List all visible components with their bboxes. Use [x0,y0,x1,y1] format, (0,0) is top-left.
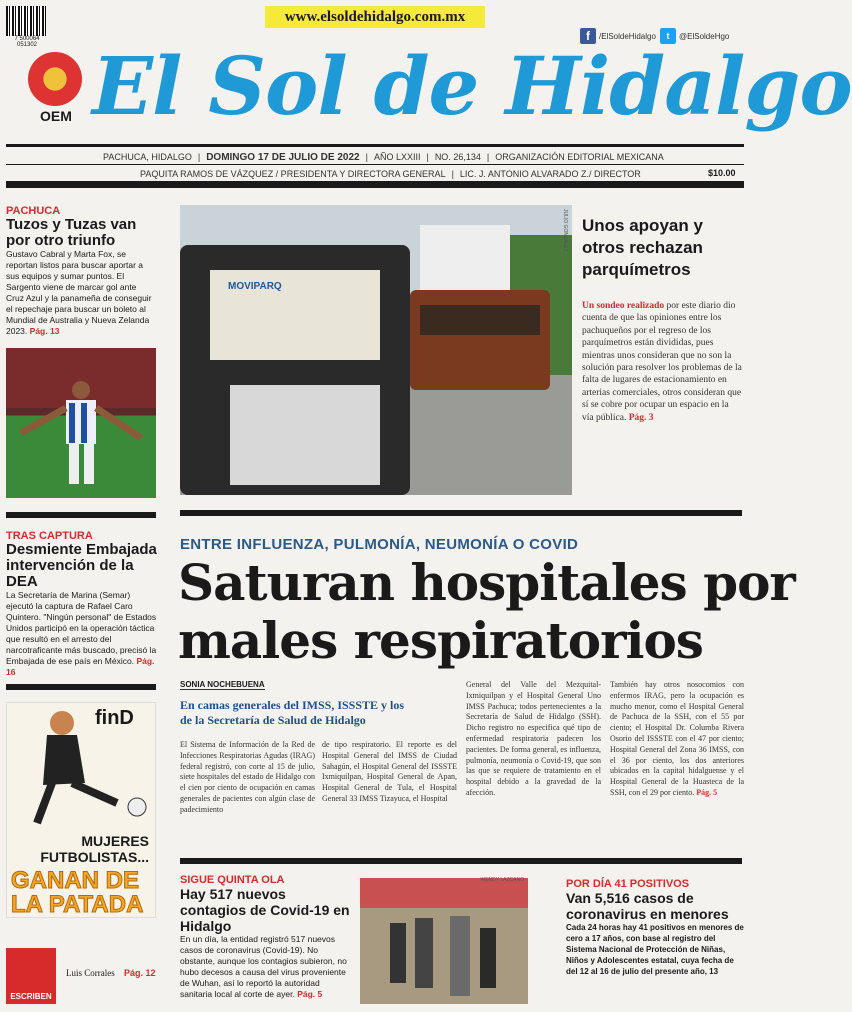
left-divider-2 [6,684,156,690]
header-rule [6,144,744,147]
meter-brand: MOVIPARQ [228,281,282,292]
promo-line1: MUJERES [81,833,149,849]
story-title: Tuzos y Tuzas van por otro triunfo [6,216,137,249]
staff: PAQUITA RAMOS DE VÁZQUEZ / PRESIDENTA Y DIRECTORA GENERAL [140,169,446,179]
story-kicker: PACHUCA [6,205,61,217]
issue-year: AÑO LXXIII [373,152,421,162]
street-photo [360,878,528,1004]
escriben-page: Pág. 12 [124,968,156,978]
parquimetros-title[interactable]: Unos apoyan y otros rechazan parquímetros [582,216,703,279]
main-headline-line2[interactable]: males respiratorios [178,611,703,670]
staff-line: PAQUITA RAMOS DE VÁZQUEZ / PRESIDENTA Y DIRECTORA GENERAL | LIC. J. ANTONIO ALVARADO Z./ DIRECTOR [140,169,641,179]
story-tuzos[interactable] [6,205,156,337]
parquimetros-body: Un sondeo realizado por este diario dio cuenta de que las opiniones entre los pachuqueños por el regreso de los parquímetros están divididas, pues mientras unos consideran que no son la solución para resolver los problemas de la falta de lugares de estacionamiento en arterias comerciales, otros consideran que sí se cobre por ocupar un espacio en la vía pública. Pág. 3 [582,301,742,423]
facebook-handle: /ElSoldeHidalgo [599,31,656,41]
story-kicker: SIGUE QUINTA OLA [180,874,285,886]
twitter-icon: t [660,28,676,44]
main-col1b: de tipo respiratorio. El reporte es del Hospital General del IMSS de Ciudad Sahagún, el Hospital General del ISSSTE Ixmiquilpan, Hospital General de Apan, Hospital General de Tula, el Hospital General 33 IMSS Tizayuca, el Hospital [322,740,457,803]
main-bottom-rule [180,858,742,864]
story-title: Van 5,516 casos de coronavirus en menores [566,890,729,922]
director: LIC. J. ANTONIO ALVARADO Z./ DIRECTOR [459,169,641,179]
story-body: En un día, la entidad registró 517 nuevos casos de coronavirus (Covid-19). No obstante, aunque los contagios subieron, no hubo decesos a causa del virus proveniente de Wuhan, así lo reportó la autoridad sanitaria local al corte de ayer. Pág. 5 [180,934,347,999]
story-body: Cada 24 horas hay 41 positivos en menores de cero a 17 años, con base al registro del Sistema Nacional de Protección de Niñas, Niños y Adolescentes estatal, cuya fecha de del 12 al 16 de julio del presente año, 13 [566,923,744,976]
issue-number: NO. 26,134 [434,152,481,162]
location: PACHUCA, HIDALGO [103,152,192,162]
story-kicker: TRAS CAPTURA [6,530,93,542]
parquimetro-photo [180,205,572,495]
header-thick-rule [6,181,744,188]
main-top-rule [180,510,742,516]
soccer-photo [6,348,156,498]
photo-credit: WENDY LAZCANO [480,877,524,883]
main-deck: En camas generales del IMSS, ISSSTE y los de la Secretaría de Salud de Hidalgo [180,698,405,727]
facebook-icon: f [580,28,596,44]
promo-find[interactable] [6,702,156,918]
issue-date: DOMINGO 17 DE JULIO DE 2022 [206,152,360,163]
story-title: Desmiente Embajada intervención de la DEA [6,541,157,590]
main-headline-line1[interactable]: Saturan hospitales por [178,553,795,612]
photo-credit: JULIO GONZÁLEZ [562,209,568,252]
byline: SONIA NOCHEBUENA [180,680,265,689]
story-dea[interactable] [6,530,158,678]
main-col1a: El Sistema de Información de la Red de Infecciones Respiratorias Agudas (IRAG) federal registró, con corte al 15 de julio, siete hospitales del estado de Hidalgo con el cien por ciento de ocupación en camas generales de pacientes con algún clase de padecimiento [180,740,315,814]
story-covid-hidalgo[interactable] [180,874,352,1000]
story-body: La Secretaría de Marina (Semar) ejecutó la captura de Rafael Caro Quintero. "Ningún personal" de Estados Unidos participó en la operación táctica que resultó en el arresto del narcotraficante más buscado, precisó la Embajada de ese país en México. Pág. 16 [6,590,157,677]
story-title: Hay 517 nuevos contagios de Covid-19 en Hidalgo [180,886,350,934]
story-body: Gustavo Cabral y Marta Fox, se reportan listos para buscar aportar a sus equipos y sumar puntos. El Sargento viene de marcar gol ante Cruz Azul y la panameña de conseguir el repechaje para buscar un boleto al Mundial de Australia y Nueva Zelanda 2023. Pág. 13 [6,249,152,336]
left-divider-1 [6,512,156,518]
escriben-label: ESCRIBEN [10,992,52,1001]
website-url[interactable]: www.elsoldehidalgo.com.mx [265,6,485,28]
escriben-badge [6,948,56,1004]
promo-line3: GANAN DE [11,867,140,894]
promo-logo: finD [95,707,134,729]
soccer-player-illustration [7,703,157,843]
price: $10.00 [708,168,736,178]
promo-line2: FUTBOLISTAS... [40,849,149,865]
twitter-handle: @ElSoldeHgo [679,31,730,41]
sun-logo-icon [28,52,82,106]
organization: ORGANIZACIÓN EDITORIAL MEXICANA [495,152,664,162]
escriben-author[interactable]: Luis Corrales [66,968,115,978]
info-line: PACHUCA, HIDALGO | DOMINGO 17 DE JULIO DE 2022 | AÑO LXXIII | NO. 26,134 | ORGANIZACIÓN EDITORIAL MEXICANA [103,152,664,163]
promo-line4: LA PATADA [11,891,144,918]
barcode-number: 7 500064 051302 [14,36,40,48]
main-col2: General del Valle del Mezquital-Ixmiquilpan y el Hospital General Uno IMSS Pachuca; todos pertenecientes a la Secretaría de Salud de Hidalgo (SSH). Dicho registro no especifica qué tipo de enfermedad respiratoria padecen los pacientes. De forma general, es influenza, pulmonía, neumonía o Covid-19, que son las que se requiere de tratamiento en el hospital debido a la gravedad de la afección. [466,680,601,797]
info-rule [6,164,744,165]
main-col3: También hay otros nosocomios con enfermos IRAG, pero la ocupación es mucho menor, como el Hospital General de Pachuca de la SSH, con el 55 por ciento; el Hospital Dr. Columba Rivera Osorio del ISSSTE con el 47 por ciento; Hospital General del Zona 36 IMSS, con el 36 por ciento, los dos anteriores ubicados en la capital hidalguense y el Hospital General de la Huasteca de la SSH, con el 29 por ciento. Pág. 5 [610,680,744,797]
masthead-title: El Sol de Hidalgo [92,39,852,133]
barcode [6,6,46,36]
main-kicker: ENTRE INFLUENZA, PULMONÍA, NEUMONÍA O COVID [180,536,579,553]
story-covid-menores[interactable] [566,878,744,977]
story-kicker: POR DÍA 41 POSITIVOS [566,878,690,890]
oem-label: OEM [40,108,72,124]
